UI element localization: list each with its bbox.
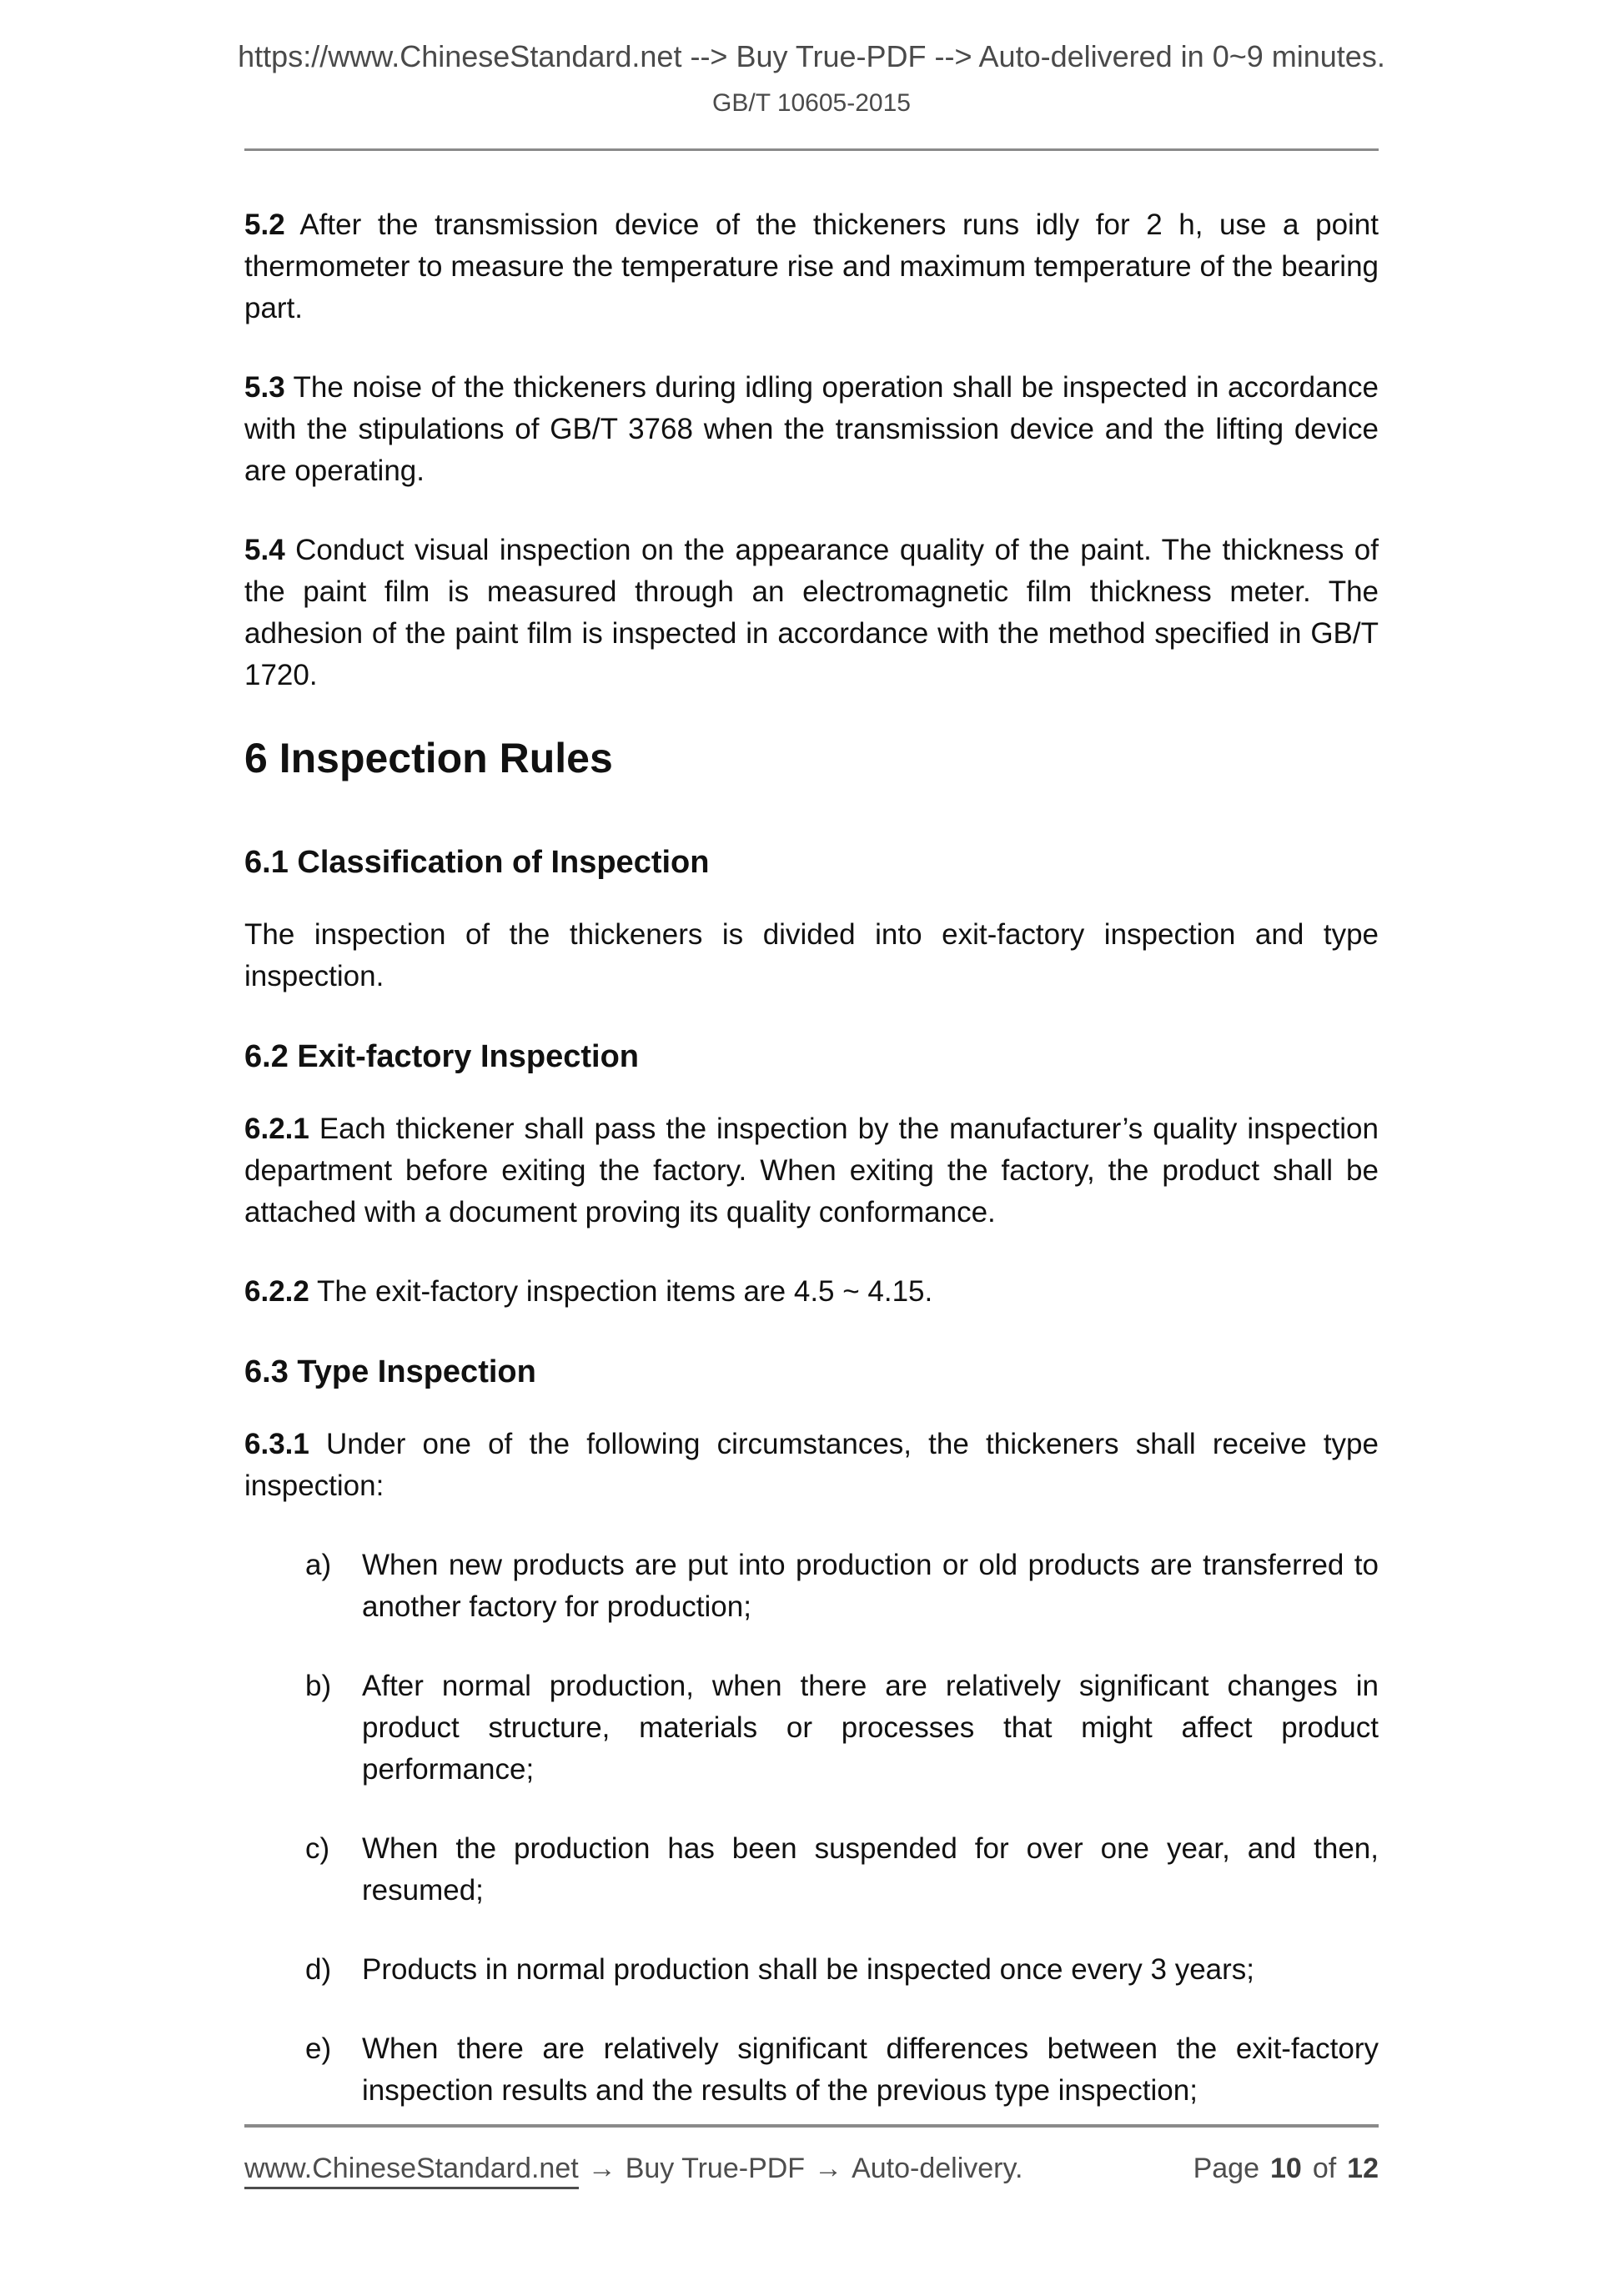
list-item-e [244, 2028, 1379, 2112]
clause-text-5-3: The noise of the thickeners during idling operation shall be inspected in accordance with the stipulations of GB/T 3768 when the transmission device and the lifting device are operating. [244, 371, 1379, 487]
list-item-text: When new products are put into production or old products are transferred to another factory for production; [362, 1549, 1379, 1623]
heading-6-2-exit-factory: 6.2 Exit-factory Inspection [244, 1039, 640, 1074]
document-body [244, 151, 1379, 2112]
page-current: 10 [1269, 2153, 1302, 2184]
heading-6-3-type-inspection: 6.3 Type Inspection [244, 1354, 536, 1389]
footer-delivery-text: Auto-delivery. [852, 2153, 1023, 2184]
clause-number-5-3: 5.3 [244, 371, 285, 404]
list-item-d [244, 1949, 1379, 1991]
clause-number-6-3-1: 6.3.1 [244, 1428, 309, 1460]
list-item-letter: e) [305, 2032, 332, 2065]
paragraph-5-2 [244, 204, 1379, 329]
clause-number-5-4: 5.4 [244, 534, 285, 566]
page-label: Page [1193, 2153, 1259, 2184]
footer-left-group [244, 2151, 1023, 2189]
list-item-b [244, 1665, 1379, 1791]
footer-buy-text: Buy True-PDF [625, 2153, 806, 2184]
paragraph-6-2-2 [244, 1271, 1379, 1313]
page-total: 12 [1347, 2153, 1379, 2184]
clause-text-6-3-1: Under one of the following circumstances, the thickeners shall receive type inspection: [244, 1428, 1379, 1502]
list-item-text: When there are relatively significant differences between the exit-factory inspection results and the results of the previous type inspection; [362, 2032, 1379, 2107]
clause-number-6-2-1: 6.2.1 [244, 1113, 309, 1145]
list-item-letter: d) [305, 1953, 332, 1986]
paragraph-6-3-1 [244, 1424, 1379, 1507]
list-item-text: When the production has been suspended for over one year, and then, resumed; [362, 1832, 1379, 1907]
clause-number-5-2: 5.2 [244, 208, 285, 241]
header-url-text: https://www.ChineseStandard.net --> Buy True-PDF --> Auto-delivered in 0~9 minutes. [238, 39, 1385, 73]
clause-number-6-2-2: 6.2.2 [244, 1275, 309, 1308]
list-item-text: Products in normal production shall be inspected once every 3 years; [362, 1953, 1255, 1986]
of-label: of [1312, 2153, 1337, 2184]
list-item-letter: a) [305, 1549, 332, 1581]
paragraph-5-4 [244, 530, 1379, 696]
clause-text-6-2-1: Each thickener shall pass the inspection by the manufacturer’s quality inspection department before exiting the factory. When exiting the factory, the product shall be attached with a document proving its quality conformance. [244, 1113, 1379, 1228]
right-arrow-icon: → [587, 2153, 616, 2184]
clause-text-5-2: After the transmission device of the thickeners runs idly for 2 h, use a point thermometer to measure the temperature rise and maximum temperature of the bearing part. [244, 208, 1379, 324]
clause-text-6-2-2: The exit-factory inspection items are 4.5 ~ 4.15. [316, 1275, 933, 1308]
page-header [0, 0, 1623, 151]
footer-site-link[interactable]: www.ChineseStandard.net [244, 2151, 579, 2189]
clause-text-5-4: Conduct visual inspection on the appearance quality of the paint. The thickness of the paint film is measured through an electromagnetic film thickness meter. The adhesion of the paint film is inspected in accordance with the method specified in GB/T 1720. [244, 534, 1379, 691]
paragraph-6-2-1 [244, 1108, 1379, 1233]
list-item-text: After normal production, when there are relatively significant changes in product structure, materials or processes that might affect product performance; [362, 1670, 1379, 1786]
list-item-a [244, 1545, 1379, 1628]
paragraph-6-1: The inspection of the thickeners is divided into exit-factory inspection and type inspection. [244, 918, 1379, 992]
doc-number: GB/T 10605-2015 [712, 89, 911, 117]
list-item-letter: c) [305, 1832, 330, 1865]
footer-row [244, 2151, 1379, 2189]
list-item-letter: b) [305, 1670, 332, 1702]
page-footer [244, 2124, 1379, 2189]
paragraph-5-3 [244, 367, 1379, 492]
heading-6-inspection-rules: 6 Inspection Rules [244, 735, 613, 781]
footer-divider [244, 2124, 1379, 2128]
page-indicator [1193, 2151, 1379, 2186]
list-item-c [244, 1828, 1379, 1912]
right-arrow-icon: → [814, 2153, 843, 2184]
heading-6-1-classification: 6.1 Classification of Inspection [244, 845, 710, 880]
type-inspection-list [244, 1545, 1379, 2112]
